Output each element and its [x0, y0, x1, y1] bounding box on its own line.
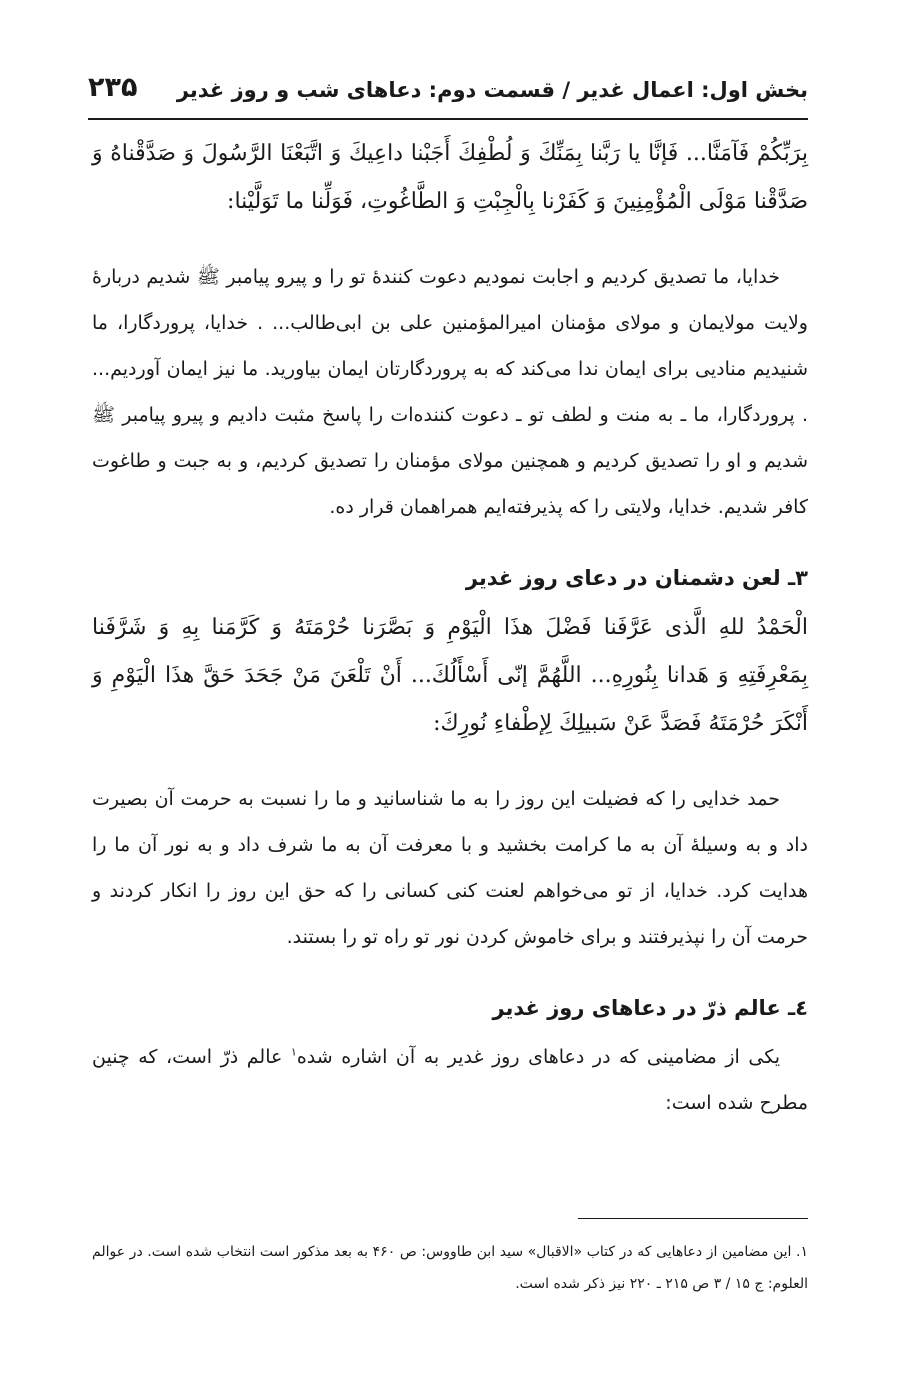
- section-heading-4: ٤ـ عالم ذرّ در دعاهای روز غدیر: [492, 996, 808, 1020]
- running-title: بخش اول: اعمال غدیر / قسمت دوم: دعاهای شب و روز غدیر: [176, 78, 808, 102]
- footnote: ۱. این مضامین از دعاهایی که در کتاب «الاقبال» سید ابن طاووس: ص ۴۶۰ به بعد مذکور است انتخاب شده است. در عوالم العلوم: ج ۱۵ / ۳ ص ۲۱۵ ـ ۲۲۰ نیز ذکر شده است.: [92, 1244, 808, 1292]
- section-4-intro-text: یکی از مضامینی که در دعاهای روز غدیر به آن اشاره شده: [296, 1046, 780, 1068]
- persian-translation-1: خدایا، ما تصدیق کردیم و اجابت نمودیم دعوت کنندهٔ تو را و پیرو پیامبر ﷺ شدیم دربارهٔ ولایت مولایمان و مولای مؤمنان امیرالمؤمنین علی بن ابی‌طالب... . خدایا، پروردگارا، ما شنیدیم منادیی برای ایمان ندا می‌کند که به پروردگارتان ایمان بیاورید. ما نیز ایمان آوردیم... . پروردگارا، ما ـ به منت و لطف تو ـ دعوت کننده‌ات را پاسخ مثبت دادیم و پیرو پیامبر ﷺ شدیم و او را تصدیق کردیم و همچنین مولای مؤمنان را تصدیق کردیم، و به جبت و طاغوت کافر شدیم. خدایا، ولایتی را که پذیرفته‌ایم همراهمان قرار ده.: [92, 266, 808, 518]
- arabic-prayer-passage-1: بِرَبِّكُمْ فَآمَنَّا... فَإنَّا يا رَبَّنا بِمَنِّكَ وَ لُطْفِكَ أَجَبْنا داعِيكَ وَ اتَّبَعْنَا الرَّسُولَ وَ صَدَّقْناهُ وَ صَدَّقْنا مَوْلَى الْمُؤْمِنِينَ وَ كَفَرْنا بِالْجِبْتِ وَ الطَّاغُوتِ، فَوَلِّنا ما تَوَلَّيْنا:: [92, 141, 808, 214]
- persian-translation-2: حمد خدایی را که فضیلت این روز را به ما شناسانید و ما را نسبت به حرمت آن بصیرت داد و به وسیلهٔ آن به ما کرامت بخشید و با معرفت آن به ما شرف داد و به نور آن ما را هدایت کرد. خدایا، از تو می‌خواهم لعنت کنی کسانی را که حق این روز را انکار کردند و حرمت آن را نپذیرفتند و برای خاموش کردن نور تو راه تو را بستند.: [92, 788, 808, 948]
- page-header: [88, 58, 808, 120]
- section-4-intro-text-continued: عالم ذرّ است، که چنین مطرح شده است:: [92, 1046, 808, 1114]
- footnote-marker[interactable]: ۱: [290, 1045, 297, 1059]
- main-text: [92, 130, 808, 1126]
- page-number: ۲۳۵: [88, 72, 138, 103]
- section-4-intro: [92, 1034, 808, 1126]
- section-heading-3: ۳ـ لعن دشمنان در دعای روز غدیر: [465, 566, 808, 590]
- arabic-prayer-passage-2: الْحَمْدُ للهِ الَّذى عَرَّفَنا فَضْلَ هذَا الْيَوْمِ وَ بَصَّرَنا حُرْمَتَهُ وَ كَرَّمَنا بِهِ وَ شَرَّفَنا بِمَعْرِفَتِهِ وَ هَدانا بِنُورِهِ... اللَّهُمَّ إنّى أَسْأَلُكَ... أَنْ تَلْعَنَ مَنْ جَحَدَ حَقَّ هذَا الْيَوْمِ وَ أَنْكَرَ حُرْمَتَهُ فَصَدَّ عَنْ سَبيلِكَ لِإطْفاءِ نُورِكَ:: [92, 615, 808, 736]
- footnote-divider: [578, 1218, 808, 1219]
